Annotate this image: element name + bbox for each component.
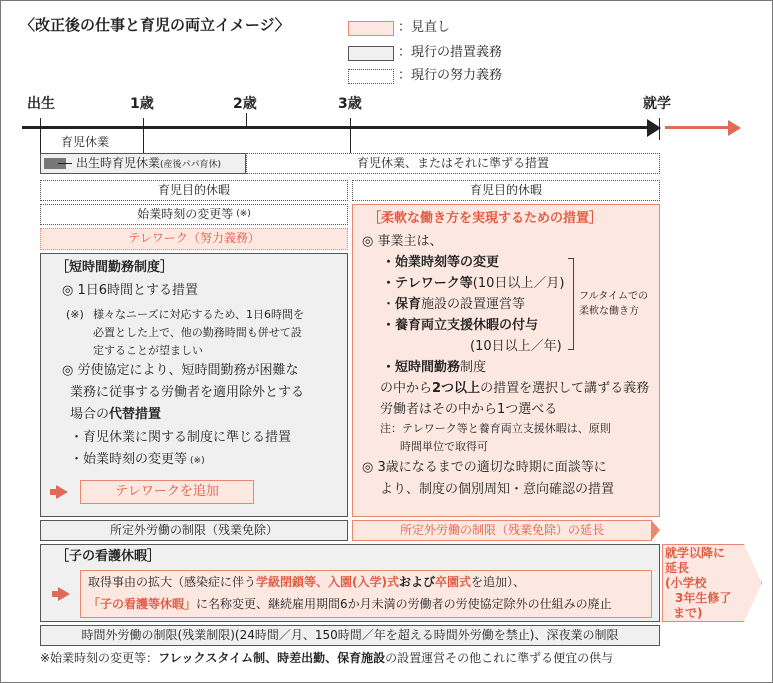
short-hours-item2b: 業務に従事する労働者を適用除外とする	[70, 385, 305, 400]
legend-label-obligation: ：現行の措置義務	[398, 45, 503, 60]
flexible-note-b: 時間単位で取得可	[400, 440, 488, 453]
add-telework-box: テレワークを追加	[80, 480, 254, 504]
flexible-opt5: ・短時間勤務制度	[382, 360, 487, 375]
short-hours-item2c: 場合の代替措置	[70, 407, 162, 422]
overtime-limit-left: 所定外労働の制限（残業免除）	[40, 520, 348, 541]
short-hours-heading: ［短時間勤務制度］	[56, 260, 174, 275]
overtime-night-limits-bar: 時間外労働の制限(残業制限)(24時間／月、150時間／年を超える時間外労働を禁止)、深夜業の制限	[40, 625, 660, 646]
tick-school	[659, 118, 660, 140]
extension-text: 就学以降に 延長 (小学校 3年生修了 まで)	[665, 546, 732, 620]
child-nursing-line1: 取得事由の拡大（感染症に伴う学級閉鎖等、入園(入学)式および卒園式を追加）、	[88, 575, 526, 589]
tick-age1	[143, 118, 144, 154]
options-bracket	[568, 258, 574, 350]
diagram-title: 〈改正後の仕事と育児の両立イメージ〉	[20, 16, 290, 34]
flexible-employer: ◎ 事業主は、	[362, 234, 443, 249]
short-hours-note3: 定することが望ましい	[93, 344, 203, 357]
short-hours-note1: 様々なニーズに対応するため、1日6時間を	[93, 308, 305, 321]
telework-effort-bar: テレワーク（努力義務）	[40, 228, 348, 250]
flexible-opt2: ・テレワーク等(10日以上／月)	[382, 276, 565, 291]
bracket-label1: フルタイムでの	[579, 291, 648, 302]
tick-age3	[350, 118, 351, 158]
postnatal-leave-label: 出生時育児休業(産後パパ育休)	[76, 156, 222, 170]
extension-arrowhead	[728, 120, 741, 136]
short-hours-item1: ◎ 1日6時間とする措置	[62, 283, 199, 298]
postnatal-leave-leader	[58, 163, 72, 164]
footnote: ※始業時刻の変更等：フレックスタイム制、時差出勤、保育施設の設置運営その他これに準ずる便宜の供与	[40, 651, 614, 665]
leave-or-equivalent-bar: 育児休業、またはそれに準ずる措置	[246, 153, 660, 174]
tick-birth	[40, 118, 41, 154]
overtime-extension-arrow-icon	[651, 520, 660, 541]
timeline-label-age3: 3歳	[338, 96, 362, 112]
short-hours-note2: 必置とした上で、他の勤務時間も併せて設	[93, 326, 302, 339]
short-hours-sub2: ・始業時刻の変更等 (※)	[70, 452, 205, 467]
child-nursing-arrow-shaft	[52, 591, 60, 597]
flexible-interview2: より、制度の個別周知・意向確認の措置	[380, 482, 615, 497]
flexible-interview1: ◎ 3歳になるまでの適切な時期に面談等に	[362, 460, 607, 475]
childcare-leave-label: 育児休業	[61, 135, 110, 149]
legend-label-effort: ：現行の努力義務	[398, 68, 503, 83]
legend-swatch-revised	[348, 21, 394, 36]
timeline-label-age2: 2歳	[233, 96, 257, 112]
legend-label-revised: ：見直し	[398, 20, 451, 35]
timeline-label-school: 就学	[643, 96, 671, 112]
legend-swatch-obligation	[348, 46, 394, 61]
extension-axis	[665, 126, 730, 129]
purpose-leave-left: 育児目的休暇	[40, 180, 348, 201]
flexible-select1: の中から2つ以上の措置を選択して講ずる義務	[380, 381, 650, 396]
short-hours-sub1: ・育児休業に関する制度に準じる措置	[70, 430, 292, 445]
timeline-label-age1: 1歳	[130, 96, 154, 112]
flexible-opt1: ・始業時刻等の変更	[382, 255, 500, 270]
flexible-opt4: ・養育両立支援休暇の付与	[382, 318, 539, 333]
short-hours-item2a: ◎ 労使協定により、短時間勤務が困難な	[62, 363, 299, 378]
flexible-opt3: ・保育施設の設置運営等	[382, 297, 526, 312]
flexible-select2: 労働者はその中から1つ選べる	[380, 402, 558, 417]
child-nursing-line2: 「子の看護等休暇」に名称変更、継続雇用期間6か月未満の労働者の労使協定除外の仕組みの廃止	[88, 597, 612, 611]
add-telework-arrow-shaft	[50, 489, 58, 495]
purpose-leave-right: 育児目的休暇	[352, 180, 660, 201]
child-nursing-heading: ［子の看護休暇］	[56, 549, 161, 564]
flexible-opt4-rest: (10日以上／年)	[470, 339, 562, 354]
timeline-axis	[22, 126, 650, 129]
flexible-work-heading: ［柔軟な働き方を実現するための措置］	[368, 211, 603, 226]
tick-age2	[246, 113, 247, 127]
short-hours-note-mark: (※)	[66, 308, 84, 321]
overtime-limit-right: 所定外労働の制限（残業免除）の延長	[352, 520, 652, 541]
timeline-label-birth: 出生	[27, 96, 55, 112]
legend-swatch-effort	[348, 69, 394, 84]
start-time-change-bar: 始業時刻の変更等 (※)	[40, 204, 348, 225]
bracket-label2: 柔軟な働き方	[579, 306, 639, 317]
flexible-note-a: 注：テレワーク等と養育両立支援休暇は、原則	[380, 422, 611, 435]
